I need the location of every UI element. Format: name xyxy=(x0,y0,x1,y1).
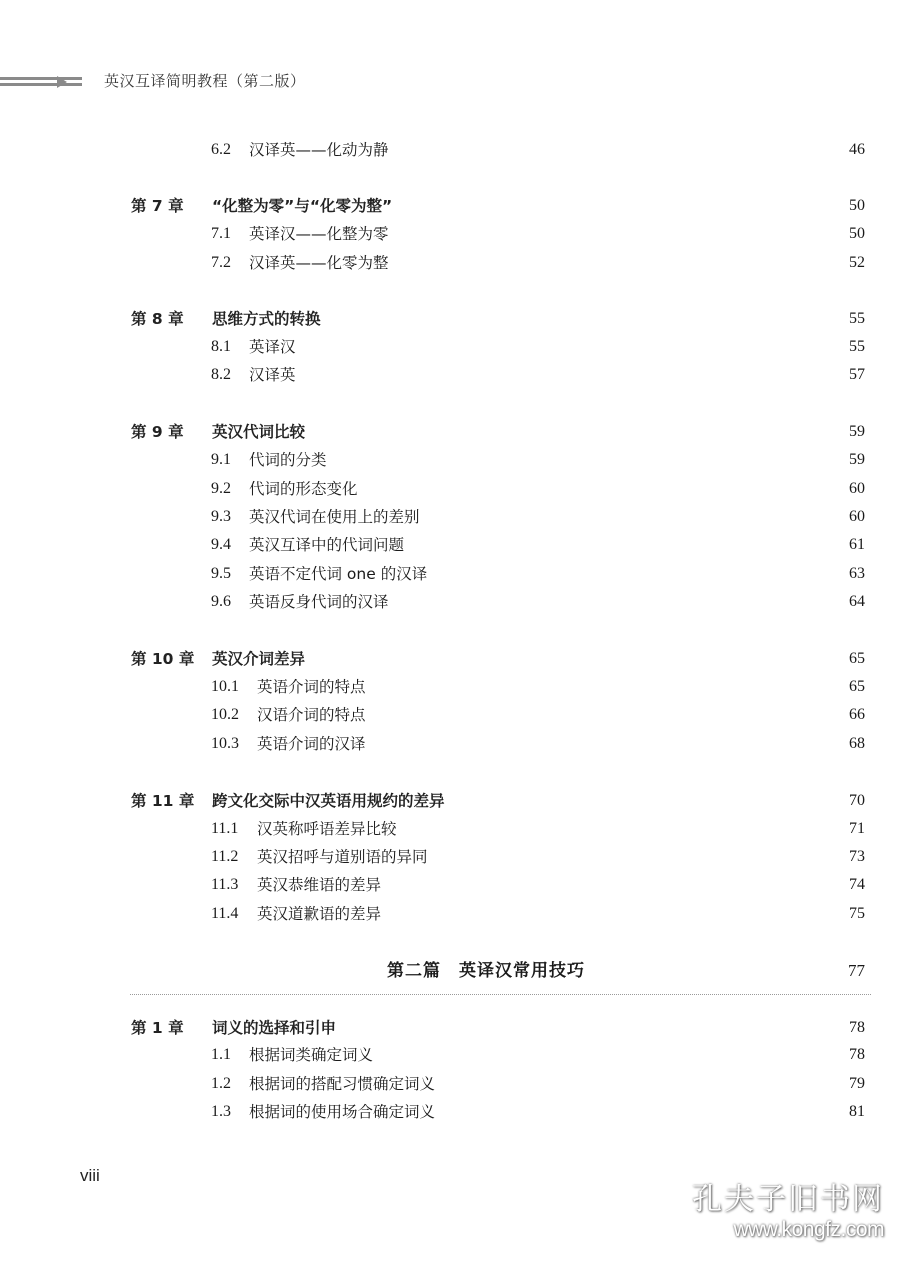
toc-section[interactable] xyxy=(0,138,900,162)
page-number: 74 xyxy=(849,876,865,893)
page-number: 79 xyxy=(849,1075,865,1092)
page-number: 64 xyxy=(849,593,865,610)
section-title: 代词的分类 xyxy=(249,451,327,469)
toc-chapter[interactable] xyxy=(0,647,900,671)
page-number: 60 xyxy=(849,480,865,497)
chapter-title: 跨文化交际中汉英语用规约的差异 xyxy=(212,792,445,810)
section-title: 汉英称呼语差异比较 xyxy=(257,820,397,838)
toc-section[interactable] xyxy=(0,335,900,359)
page-number: 66 xyxy=(849,706,865,723)
toc-section[interactable] xyxy=(0,1100,900,1124)
section-title: 汉语介词的特点 xyxy=(257,706,366,724)
header-arrow-ornament-icon xyxy=(0,74,84,88)
section-title: 汉译英——化零为整 xyxy=(249,254,389,272)
section-title: 英译汉 xyxy=(249,338,296,356)
section-number: 9.5 xyxy=(211,565,231,582)
section-number: 1.3 xyxy=(211,1103,231,1120)
toc-chapter[interactable] xyxy=(0,307,900,331)
section-title: 根据词类确定词义 xyxy=(249,1046,374,1064)
toc-chapter[interactable] xyxy=(0,789,900,813)
page-number: 65 xyxy=(849,678,865,695)
toc-section[interactable] xyxy=(0,873,900,897)
toc-section[interactable] xyxy=(0,1072,900,1096)
section-number: 8.2 xyxy=(211,366,231,383)
page-number: 63 xyxy=(849,565,865,582)
running-header xyxy=(0,70,400,94)
page-number: 78 xyxy=(849,1019,865,1036)
section-title: 汉译英 xyxy=(249,366,296,384)
page-number: 60 xyxy=(849,508,865,525)
watermark xyxy=(664,1182,884,1242)
page-number: 55 xyxy=(849,338,865,355)
part-title: 第二篇 英译汉常用技巧 xyxy=(387,961,585,981)
chapter-number: 第 9 章 xyxy=(131,423,184,441)
section-title: 汉译英——化动为静 xyxy=(249,141,389,159)
chapter-number: 第 8 章 xyxy=(131,310,184,328)
section-title: 英译汉——化整为零 xyxy=(249,225,389,243)
toc-section[interactable] xyxy=(0,562,900,586)
toc-section[interactable] xyxy=(0,817,900,841)
page-number: 57 xyxy=(849,366,865,383)
section-title: 英汉道歉语的差异 xyxy=(257,905,382,923)
section-number: 9.1 xyxy=(211,451,231,468)
section-title: 英语介词的特点 xyxy=(257,678,366,696)
section-number: 8.1 xyxy=(211,338,231,355)
toc-section[interactable] xyxy=(0,732,900,756)
section-number: 9.6 xyxy=(211,593,231,610)
section-number: 11.1 xyxy=(211,820,239,837)
section-title: 英汉代词在使用上的差别 xyxy=(249,508,420,526)
section-title: 代词的形态变化 xyxy=(249,480,358,498)
section-number: 9.4 xyxy=(211,536,231,553)
section-title: 根据词的使用场合确定词义 xyxy=(249,1103,436,1121)
page-number: 52 xyxy=(849,254,865,271)
toc-chapter[interactable] xyxy=(0,194,900,218)
chapter-title: 思维方式的转换 xyxy=(212,310,321,328)
section-number: 7.2 xyxy=(211,254,231,271)
section-number: 1.1 xyxy=(211,1046,231,1063)
section-number: 10.1 xyxy=(211,678,239,695)
page-number: 59 xyxy=(849,423,865,440)
page-number: 70 xyxy=(849,792,865,809)
section-title: 英语不定代词 one 的汉译 xyxy=(249,565,428,583)
toc-section[interactable] xyxy=(0,675,900,699)
toc-section[interactable] xyxy=(0,902,900,926)
toc-section[interactable] xyxy=(0,703,900,727)
toc-section[interactable] xyxy=(0,448,900,472)
watermark-url: www.kongfz.com xyxy=(733,1218,884,1241)
page-number: 77 xyxy=(848,961,865,980)
chapter-number: 第 10 章 xyxy=(131,650,195,668)
section-number: 1.2 xyxy=(211,1075,231,1092)
section-number: 10.2 xyxy=(211,706,239,723)
book-title: 英汉互译简明教程（第二版） xyxy=(104,72,306,90)
page-number: 75 xyxy=(849,905,865,922)
section-title: 根据词的搭配习惯确定词义 xyxy=(249,1075,436,1093)
section-number: 9.3 xyxy=(211,508,231,525)
page-number: 59 xyxy=(849,451,865,468)
toc-section[interactable] xyxy=(0,505,900,529)
section-number: 11.2 xyxy=(211,848,239,865)
section-title: 英语介词的汉译 xyxy=(257,735,366,753)
section-number: 7.1 xyxy=(211,225,231,242)
page-number: 46 xyxy=(849,141,865,158)
chapter-title: 词义的选择和引申 xyxy=(212,1019,337,1037)
chapter-title: 英汉介词差异 xyxy=(212,650,306,668)
toc-section[interactable] xyxy=(0,1043,900,1067)
page-number: 81 xyxy=(849,1103,865,1120)
toc-section[interactable] xyxy=(0,590,900,614)
page-number: 78 xyxy=(849,1046,865,1063)
toc-section[interactable] xyxy=(0,363,900,387)
section-number: 11.3 xyxy=(211,876,239,893)
toc-section[interactable] xyxy=(0,477,900,501)
section-title: 英汉恭维语的差异 xyxy=(257,876,382,894)
toc-chapter[interactable] xyxy=(0,420,900,444)
page-number: 73 xyxy=(849,848,865,865)
toc-chapter[interactable] xyxy=(0,1016,900,1040)
chapter-number: 第 1 章 xyxy=(131,1019,184,1037)
chapter-number: 第 11 章 xyxy=(131,792,195,810)
watermark-name: 孔夫子旧书网 xyxy=(692,1182,884,1217)
section-number: 6.2 xyxy=(211,141,231,158)
page-number: 50 xyxy=(849,225,865,242)
page-number: 50 xyxy=(849,197,865,214)
toc-section[interactable] xyxy=(0,222,900,246)
section-title: 英汉招呼与道别语的异同 xyxy=(257,848,428,866)
dotted-divider xyxy=(130,994,871,995)
section-number: 9.2 xyxy=(211,480,231,497)
page-number: 65 xyxy=(849,650,865,667)
section-title: 英汉互译中的代词问题 xyxy=(249,536,405,554)
chapter-title: “化整为零”与“化零为整” xyxy=(212,197,393,215)
toc-part-heading[interactable] xyxy=(0,959,900,983)
page-number: 68 xyxy=(849,735,865,752)
page-number: 61 xyxy=(849,536,865,553)
chapter-number: 第 7 章 xyxy=(131,197,184,215)
page-number: 55 xyxy=(849,310,865,327)
page-number: 71 xyxy=(849,820,865,837)
section-number: 11.4 xyxy=(211,905,239,922)
toc-section[interactable] xyxy=(0,533,900,557)
toc-section[interactable] xyxy=(0,251,900,275)
toc-section[interactable] xyxy=(0,845,900,869)
section-title: 英语反身代词的汉译 xyxy=(249,593,389,611)
section-number: 10.3 xyxy=(211,735,239,752)
chapter-title: 英汉代词比较 xyxy=(212,423,306,441)
folio-page-number: viii xyxy=(80,1166,100,1185)
